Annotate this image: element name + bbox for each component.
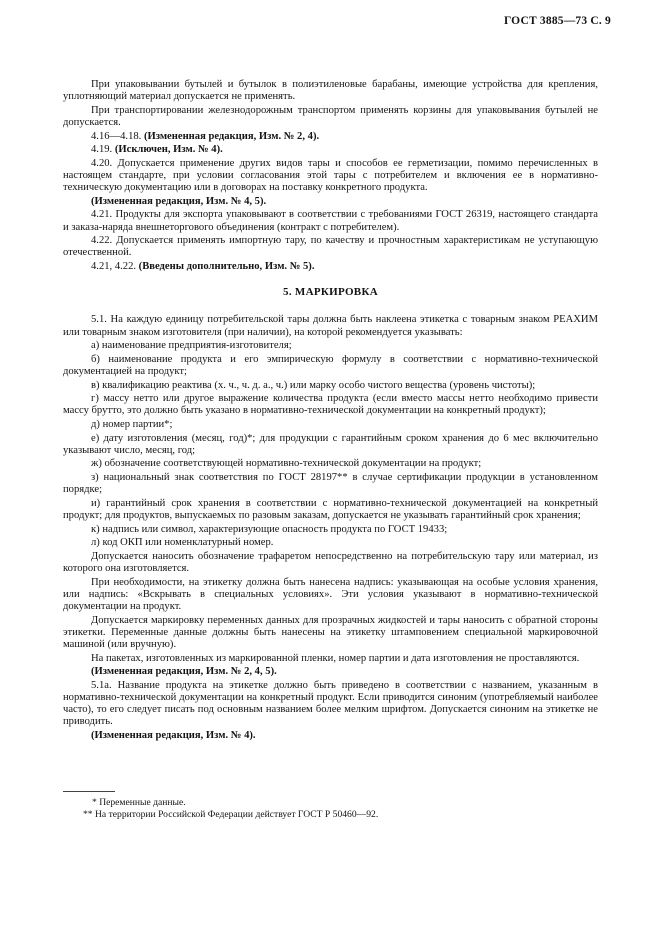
amendment-note: (Измененная редакция, Изм. № 4).	[91, 729, 256, 741]
paragraph: При упаковывании бутылей и бутылок в полиэтиленовые барабаны, имеющие устройства для крепления, уплотняющий материал допускается не применять.	[63, 79, 598, 103]
paragraph: При необходимости, на этикетку должна быть нанесена надпись: указывающая на особые условия хранения, или надпись: «Вскрывать в специальных условиях». Эти условия указывают в нормативно-технической документации на продукт.	[63, 576, 598, 612]
list-item: и) гарантийный срок хранения в соответствии с нормативно-технической документацией на конкретный продукт; для продуктов, выпускаемых по разовым заказам, допускается не указывать гарантийный срок хранения;	[63, 497, 598, 521]
amendment-note: (Измененная редакция, Изм. № 2, 4, 5).	[91, 666, 277, 678]
list-item: е) дату изготовления (месяц, год)*; для продукции с гарантийным сроком хранения до 6 мес включительно указывают число, месяц, год;	[63, 432, 598, 456]
paragraph: Допускается маркировку переменных данных для прозрачных жидкостей и тары наносить с обратной стороны этикетки. Переменные данные должны быть нанесены на этикетку штамповением специальной маркировочной машиной (или вручную).	[63, 614, 598, 650]
section-title: 5. МАРКИРОВКА	[283, 286, 378, 299]
list-item: ж) обозначение соответствующей нормативно-технической документации на продукт;	[91, 458, 482, 470]
list-item: в) квалификацию реактива (х. ч., ч. д. а., ч.) или марку особо чистого вещества (уровень чистоты);	[91, 379, 536, 391]
paragraph: 4.22. Допускается применять импортную тару, по качеству и прочностным характеристикам не уступающую отечественной.	[63, 235, 598, 259]
list-item: б) наименование продукта и его эмпирическую формулу в соответствии с нормативно-технической документацией на продукт;	[63, 353, 598, 377]
amendment-label: (Исключен, Изм. № 4).	[114, 144, 223, 156]
list-item: л) код ОКП или номенклатурный номер.	[91, 537, 274, 549]
footnotes	[63, 797, 598, 821]
paragraph: 5.1. На каждую единицу потребительской тары должна быть наклеена этикетка с товарным знаком РЕАХИМ или товарным знаком изготовителя (при наличии), на которой рекомендуется указывать:	[63, 314, 598, 338]
paragraph: На пакетах, изготовленных из маркированной пленки, номер партии и дата изготовления не проставляются.	[91, 652, 580, 664]
paragraph: 4.20. Допускается применение других видов тары и способов ее герметизации, помимо перечисленных в настоящем стандарте, при условии согласования этой тары с потребителем и включения ее в нормативно-техническую документацию или в договорах на поставку конкретного продукта.	[63, 157, 598, 194]
page-header: ГОСТ 3885—73 С. 9	[503, 15, 611, 27]
list-item: з) национальный знак соответствия по ГОСТ 28197** в случае сертификации продукции в установленном порядке;	[63, 471, 598, 496]
list-item: к) надпись или символ, характеризующие опасность продукта по ГОСТ 19433;	[91, 523, 448, 535]
list-item: а) наименование предприятия-изготовителя;	[91, 340, 292, 352]
paragraph: Допускается наносить обозначение трафаретом непосредственно на потребительскую тару или материал, из которого она изготовляется.	[63, 550, 598, 574]
amendment-note	[63, 144, 598, 156]
document-body	[63, 79, 598, 742]
clause-number: 4.21, 4.22.	[91, 260, 139, 272]
paragraph: 4.21. Продукты для экспорта упаковывают в соответствии с требованиями ГОСТ 26319, настоящего стандарта и заказа-наряда внешнеторгового объединения (контракт с потребителем).	[63, 209, 598, 233]
list-item: д) номер партии*;	[91, 418, 173, 430]
clause-number: 4.19.	[91, 144, 115, 156]
amendment-label: (Введены дополнительно, Изм. № 5).	[138, 260, 315, 272]
list-item: г) массу нетто или другое выражение количества продукта (если вместо массы нетто необходимо привести массу брутто, это должно быть указано в нормативно-технической документации на конкретный продукт);	[63, 393, 598, 417]
footnote-divider	[63, 791, 115, 792]
paragraph: 5.1а. Название продукта на этикетке должно быть приведено в соответствии с названием, указанным в нормативно-технической документации на конкретный продукт. Если приводится синоним (употребляемый наиболее часто), то его следует писать под основным названием более мелким шрифтом. Допускается синоним на этикетке не приводить.	[63, 679, 598, 728]
amendment-note	[63, 261, 598, 273]
amendment-label: (Измененная редакция, Изм. № 2, 4).	[143, 130, 320, 142]
paragraph: При транспортировании железнодорожным транспортом применять корзины для упаковывания бутылей не допускается.	[63, 104, 598, 128]
amendment-note	[63, 131, 598, 143]
footnote-russian-federation: ** На территории Российской Федерации действует ГОСТ Р 50460—92.	[83, 809, 379, 820]
footnote-variable-data: * Переменные данные.	[92, 797, 186, 808]
amendment-note: (Измененная редакция, Изм. № 4, 5).	[91, 195, 267, 207]
clause-number: 4.16—4.18.	[91, 130, 144, 142]
